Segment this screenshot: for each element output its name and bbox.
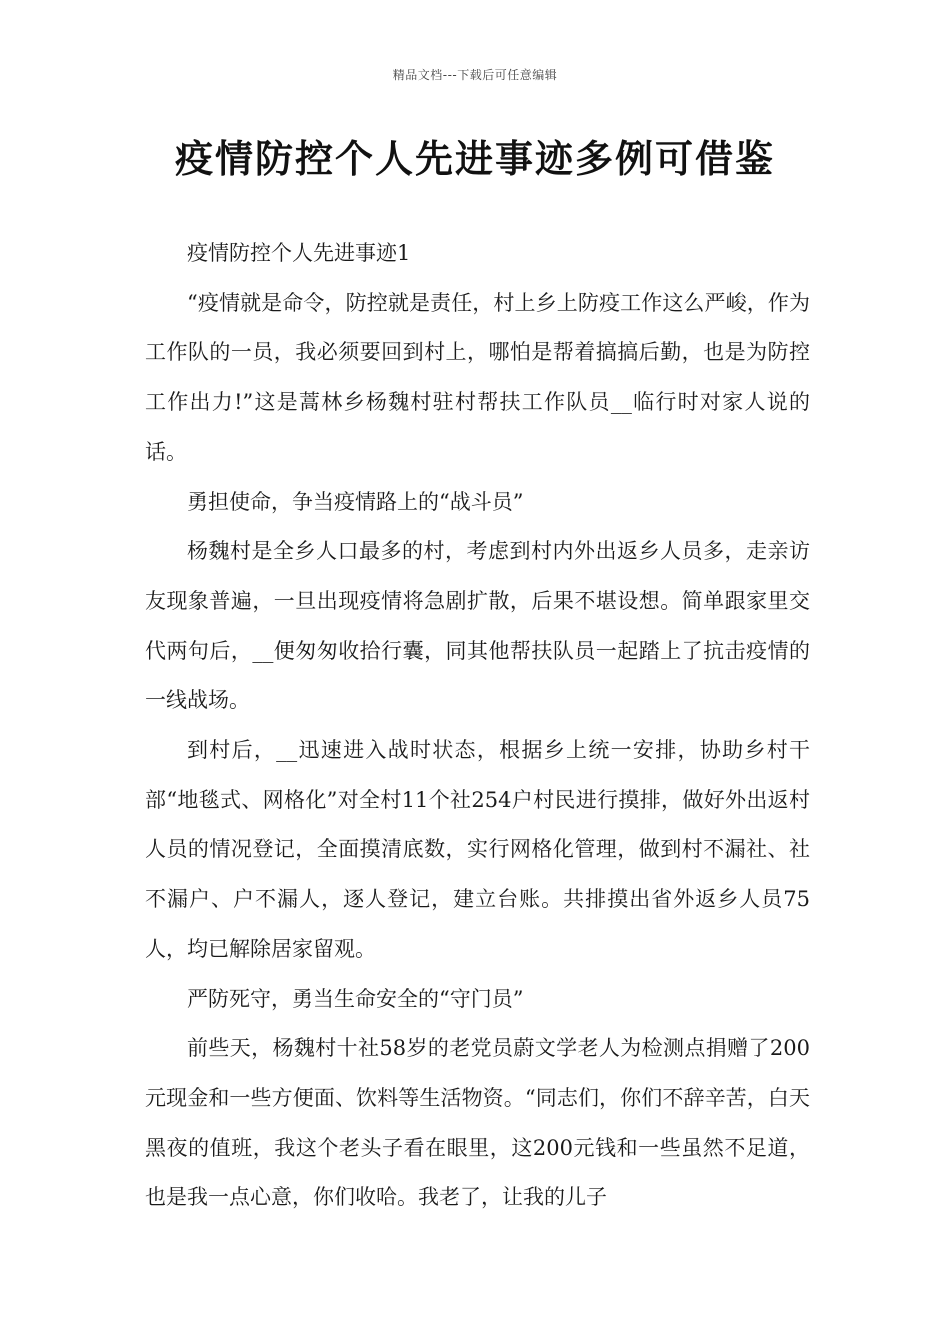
paragraph-donation: 前些天，杨魏村十社58岁的老党员蔚文学老人为检测点捐赠了200元现金和一些方便面、饮料等生活物资。“同志们，你们不辞辛苦，白天黑夜的值班，我这个老头子看在眼里，这200元钱和一些虽然不足道，也是我一点心意，你们收哈。我老了，让我的儿子 bbox=[145, 1036, 810, 1210]
subheading-gatekeeper: 严防死守，勇当生命安全的“守门员” bbox=[187, 986, 524, 1011]
page-header-note: 精品文档---下载后可任意编辑 bbox=[392, 68, 558, 82]
paragraph-quote-intro: “疫情就是命令，防控就是责任，村上乡上防疫工作这么严峻，作为工作队的一员，我必须要回到村上，哪怕是帮着搞搞后勤，也是为防控工作出力!”这是蒿林乡杨魏村驻村帮扶工作队员__临行时对家人说的话。 bbox=[145, 290, 810, 464]
document-body bbox=[145, 229, 810, 1223]
subheading-fighter: 勇担使命，争当疫情路上的“战斗员” bbox=[187, 489, 524, 514]
paragraph-village-background: 杨魏村是全乡人口最多的村，考虑到村内外出返乡人员多，走亲访友现象普遍，一旦出现疫情将急剧扩散，后果不堪设想。简单跟家里交代两句后，__便匆匆收拾行囊，同其他帮扶队员一起踏上了抗击疫情的一线战场。 bbox=[145, 539, 810, 713]
section-heading-1: 疫情防控个人先进事迹1 bbox=[187, 241, 411, 265]
paragraph-arrival-work: 到村后，__迅速进入战时状态，根据乡上统一安排，协助乡村干部“地毯式、网格化”对全村11个社254户村民进行摸排，做好外出返村人员的情况登记，全面摸清底数，实行网格化管理，做到村不漏社、社不漏户、户不漏人，逐人登记，建立台账。共排摸出省外返乡人员75人，均已解除居家留观。 bbox=[145, 738, 810, 961]
document-title: 疫情防控个人先进事迹多例可借鉴 bbox=[174, 137, 775, 181]
